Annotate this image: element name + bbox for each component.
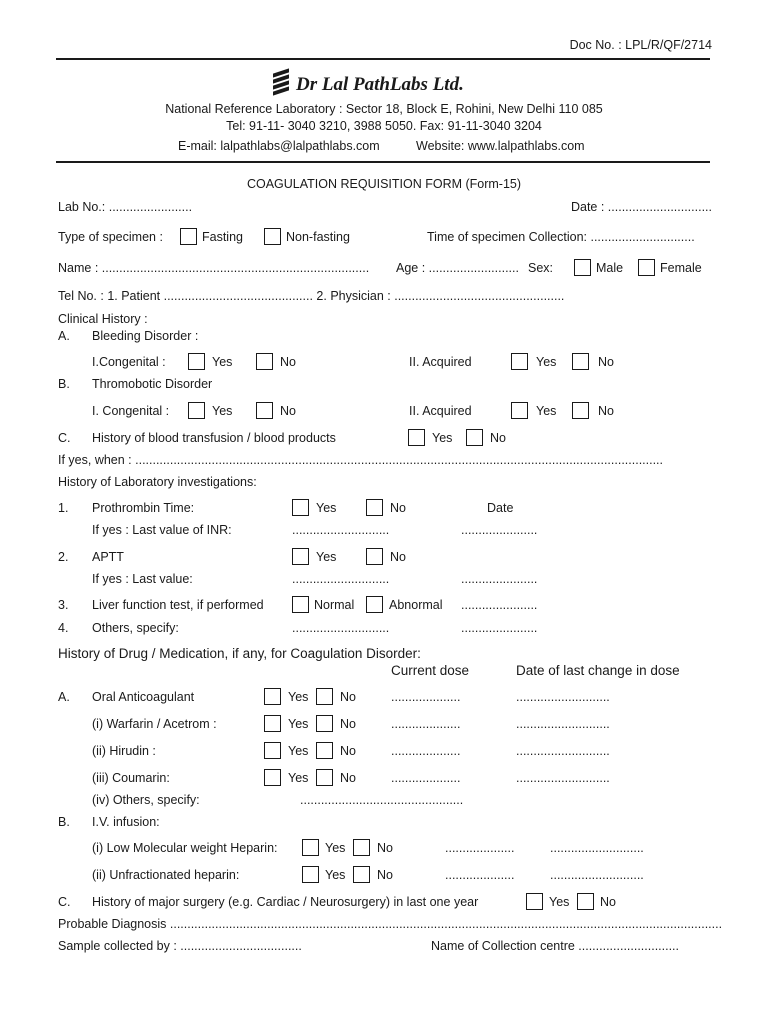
oral-yes-checkbox[interactable] xyxy=(264,688,281,705)
prothrombin-yes-checkbox[interactable] xyxy=(292,499,309,516)
no-label: No xyxy=(340,717,356,731)
probable-diagnosis-field[interactable]: Probable Diagnosis ............................................................................................................................................................... xyxy=(58,917,723,931)
others-date-field[interactable]: ...................... xyxy=(461,621,538,635)
no-label: No xyxy=(600,895,616,909)
yes-label: Yes xyxy=(325,841,346,855)
lmwh-date-field[interactable]: ........................... xyxy=(550,841,644,855)
section-c-letter: C. xyxy=(58,431,71,445)
coumarin-yes-checkbox[interactable] xyxy=(264,769,281,786)
fasting-checkbox[interactable] xyxy=(180,228,197,245)
lab-logo-icon xyxy=(271,68,291,96)
prothrombin-no-checkbox[interactable] xyxy=(366,499,383,516)
sample-collected-by-field[interactable]: Sample collected by : ................................... xyxy=(58,939,302,953)
liver-function-label: Liver function test, if performed xyxy=(92,598,264,612)
section-b-letter: B. xyxy=(58,377,70,391)
no-label: No xyxy=(280,355,296,369)
lmwh-yes-checkbox[interactable] xyxy=(302,839,319,856)
oral-anticoagulant-label: Oral Anticoagulant xyxy=(92,690,195,704)
thrombotic-acquired-label: II. Acquired xyxy=(409,404,472,418)
aptt-last-value-label: If yes : Last value: xyxy=(92,572,193,586)
hirudin-no-checkbox[interactable] xyxy=(316,742,333,759)
current-dose-header: Current dose xyxy=(391,663,470,678)
hirudin-label: (ii) Hirudin : xyxy=(92,744,156,758)
collection-time-field[interactable]: Time of specimen Collection: .............................. xyxy=(427,230,695,244)
aptt-yes-checkbox[interactable] xyxy=(292,548,309,565)
surgery-yes-checkbox[interactable] xyxy=(526,893,543,910)
yes-label: Yes xyxy=(288,690,309,704)
yes-label: Yes xyxy=(288,717,309,731)
telephone-field[interactable]: Tel No. : 1. Patient ........................................... 2. Physician : ................................................. xyxy=(58,289,565,303)
yes-label: Yes xyxy=(536,404,557,418)
lab-email: E-mail: lalpathlabs@lalpathlabs.com xyxy=(178,139,380,153)
male-label: Male xyxy=(596,261,624,275)
section-a-letter: A. xyxy=(58,329,70,343)
normal-label: Normal xyxy=(314,598,355,612)
item-2-number: 2. xyxy=(58,550,69,564)
non-fasting-checkbox[interactable] xyxy=(264,228,281,245)
date-change-header: Date of last change in dose xyxy=(516,663,680,678)
abnormal-label: Abnormal xyxy=(389,598,443,612)
hirudin-dose-field[interactable]: .................... xyxy=(391,744,461,758)
ufh-dose-field[interactable]: .................... xyxy=(445,868,515,882)
oral-date-field[interactable]: ........................... xyxy=(516,690,610,704)
patient-name-field[interactable]: Name : ............................................................................. xyxy=(58,261,370,275)
drug-section-c-letter: C. xyxy=(58,895,71,909)
no-label: No xyxy=(377,841,393,855)
iv-infusion-label: I.V. infusion: xyxy=(92,815,160,829)
specimen-type-label: Type of specimen : xyxy=(58,230,163,244)
lab-history-heading: History of Laboratory investigations: xyxy=(58,475,257,489)
aptt-date-field[interactable]: ...................... xyxy=(461,572,538,586)
yes-label: Yes xyxy=(212,404,233,418)
lft-abnormal-checkbox[interactable] xyxy=(366,596,383,613)
female-checkbox[interactable] xyxy=(638,259,655,276)
major-surgery-label: History of major surgery (e.g. Cardiac / Neurosurgery) in last one year xyxy=(92,895,479,909)
yes-label: Yes xyxy=(288,744,309,758)
warfarin-label: (i) Warfarin / Acetrom : xyxy=(92,717,217,731)
others-value-field[interactable]: ............................ xyxy=(292,621,390,635)
bleeding-congenital-no-checkbox[interactable] xyxy=(256,353,273,370)
no-label: No xyxy=(390,550,406,564)
transfusion-no-checkbox[interactable] xyxy=(466,429,483,446)
no-label: No xyxy=(377,868,393,882)
lmwh-dose-field[interactable]: .................... xyxy=(445,841,515,855)
non-fasting-label: Non-fasting xyxy=(286,230,350,244)
hirudin-yes-checkbox[interactable] xyxy=(264,742,281,759)
no-label: No xyxy=(598,404,614,418)
hirudin-date-field[interactable]: ........................... xyxy=(516,744,610,758)
fasting-label: Fasting xyxy=(202,230,243,244)
thrombotic-congenital-no-checkbox[interactable] xyxy=(256,402,273,419)
sex-label: Sex: xyxy=(528,261,554,275)
header-bottom-rule xyxy=(56,161,710,163)
oral-no-checkbox[interactable] xyxy=(316,688,333,705)
oral-dose-field[interactable]: .................... xyxy=(391,690,461,704)
male-checkbox[interactable] xyxy=(574,259,591,276)
drug-history-heading: History of Drug / Medication, if any, for Coagulation Disorder: xyxy=(58,646,421,661)
thrombotic-congenital-label: I. Congenital : xyxy=(92,404,170,418)
bleeding-congenital-label: I.Congenital : xyxy=(92,355,166,369)
others-specify-label: Others, specify: xyxy=(92,621,179,635)
lft-date-field[interactable]: ...................... xyxy=(461,598,538,612)
item-1-number: 1. xyxy=(58,501,69,515)
coumarin-no-checkbox[interactable] xyxy=(316,769,333,786)
inr-date-field[interactable]: ...................... xyxy=(461,523,538,537)
lft-normal-checkbox[interactable] xyxy=(292,596,309,613)
no-label: No xyxy=(340,744,356,758)
thrombotic-congenital-yes-checkbox[interactable] xyxy=(188,402,205,419)
date-column-label: Date xyxy=(487,501,514,515)
bleeding-disorder-label: Bleeding Disorder : xyxy=(92,329,199,343)
form-title: COAGULATION REQUISITION FORM (Form-15) xyxy=(246,177,522,191)
ufh-no-checkbox[interactable] xyxy=(353,866,370,883)
inr-last-value-label: If yes : Last value of INR: xyxy=(92,523,232,537)
yes-label: Yes xyxy=(432,431,453,445)
warfarin-date-field[interactable]: ........................... xyxy=(516,717,610,731)
collection-centre-field[interactable]: Name of Collection centre ............................. xyxy=(431,939,680,953)
yes-label: Yes xyxy=(288,771,309,785)
transfusion-when-field[interactable]: If yes, when : ........................................................................................................................................................ xyxy=(58,453,663,467)
drug-others-label: (iv) Others, specify: xyxy=(92,793,200,807)
no-label: No xyxy=(598,355,614,369)
warfarin-no-checkbox[interactable] xyxy=(316,715,333,732)
age-field[interactable]: Age : .......................... xyxy=(396,261,519,275)
no-label: No xyxy=(490,431,506,445)
lab-address: National Reference Laboratory : Sector 18, Block E, Rohini, New Delhi 110 085 xyxy=(165,102,603,116)
bleeding-acquired-yes-checkbox[interactable] xyxy=(511,353,528,370)
yes-label: Yes xyxy=(536,355,557,369)
clinical-history-heading: Clinical History : xyxy=(58,312,148,326)
bleeding-acquired-label: II. Acquired xyxy=(409,355,472,369)
unfractionated-heparin-label: (ii) Unfractionated heparin: xyxy=(92,868,240,882)
female-label: Female xyxy=(660,261,702,275)
coumarin-dose-field[interactable]: .................... xyxy=(391,771,461,785)
thrombotic-disorder-label: Thromobotic Disorder xyxy=(92,377,213,391)
surgery-no-checkbox[interactable] xyxy=(577,893,594,910)
thrombotic-acquired-no-checkbox[interactable] xyxy=(572,402,589,419)
inr-value-field[interactable]: ............................ xyxy=(292,523,390,537)
warfarin-yes-checkbox[interactable] xyxy=(264,715,281,732)
yes-label: Yes xyxy=(316,550,337,564)
lmwh-no-checkbox[interactable] xyxy=(353,839,370,856)
transfusion-history-label: History of blood transfusion / blood products xyxy=(92,431,336,445)
prothrombin-time-label: Prothrombin Time: xyxy=(92,501,195,515)
ufh-yes-checkbox[interactable] xyxy=(302,866,319,883)
drug-others-field[interactable]: ............................................... xyxy=(300,793,464,807)
aptt-no-checkbox[interactable] xyxy=(366,548,383,565)
no-label: No xyxy=(340,690,356,704)
transfusion-yes-checkbox[interactable] xyxy=(408,429,425,446)
lmw-heparin-label: (i) Low Molecular weight Heparin: xyxy=(92,841,278,855)
bleeding-congenital-yes-checkbox[interactable] xyxy=(188,353,205,370)
yes-label: Yes xyxy=(549,895,570,909)
item-4-number: 4. xyxy=(58,621,69,635)
yes-label: Yes xyxy=(325,868,346,882)
header-top-rule xyxy=(56,58,710,60)
doc-number: Doc No. : LPL/R/QF/2714 xyxy=(569,38,712,52)
bleeding-acquired-no-checkbox[interactable] xyxy=(572,353,589,370)
coumarin-label: (iii) Coumarin: xyxy=(92,771,170,785)
aptt-value-field[interactable]: ............................ xyxy=(292,572,390,586)
no-label: No xyxy=(390,501,406,515)
warfarin-dose-field[interactable]: .................... xyxy=(391,717,461,731)
coumarin-date-field[interactable]: ........................... xyxy=(516,771,610,785)
ufh-date-field[interactable]: ........................... xyxy=(550,868,644,882)
drug-section-b-letter: B. xyxy=(58,815,70,829)
no-label: No xyxy=(280,404,296,418)
aptt-label: APTT xyxy=(92,550,124,564)
lab-telephone: Tel: 91-11- 3040 3210, 3988 5050. Fax: 91-11-3040 3204 xyxy=(226,119,542,133)
yes-label: Yes xyxy=(212,355,233,369)
item-3-number: 3. xyxy=(58,598,69,612)
thrombotic-acquired-yes-checkbox[interactable] xyxy=(511,402,528,419)
lab-number-field[interactable]: Lab No.: ........................ xyxy=(58,200,193,214)
company-name: Dr Lal PathLabs Ltd. xyxy=(296,74,464,95)
lab-website: Website: www.lalpathlabs.com xyxy=(416,139,585,153)
drug-section-a-letter: A. xyxy=(58,690,70,704)
no-label: No xyxy=(340,771,356,785)
date-field[interactable]: Date : .............................. xyxy=(570,200,712,214)
yes-label: Yes xyxy=(316,501,337,515)
